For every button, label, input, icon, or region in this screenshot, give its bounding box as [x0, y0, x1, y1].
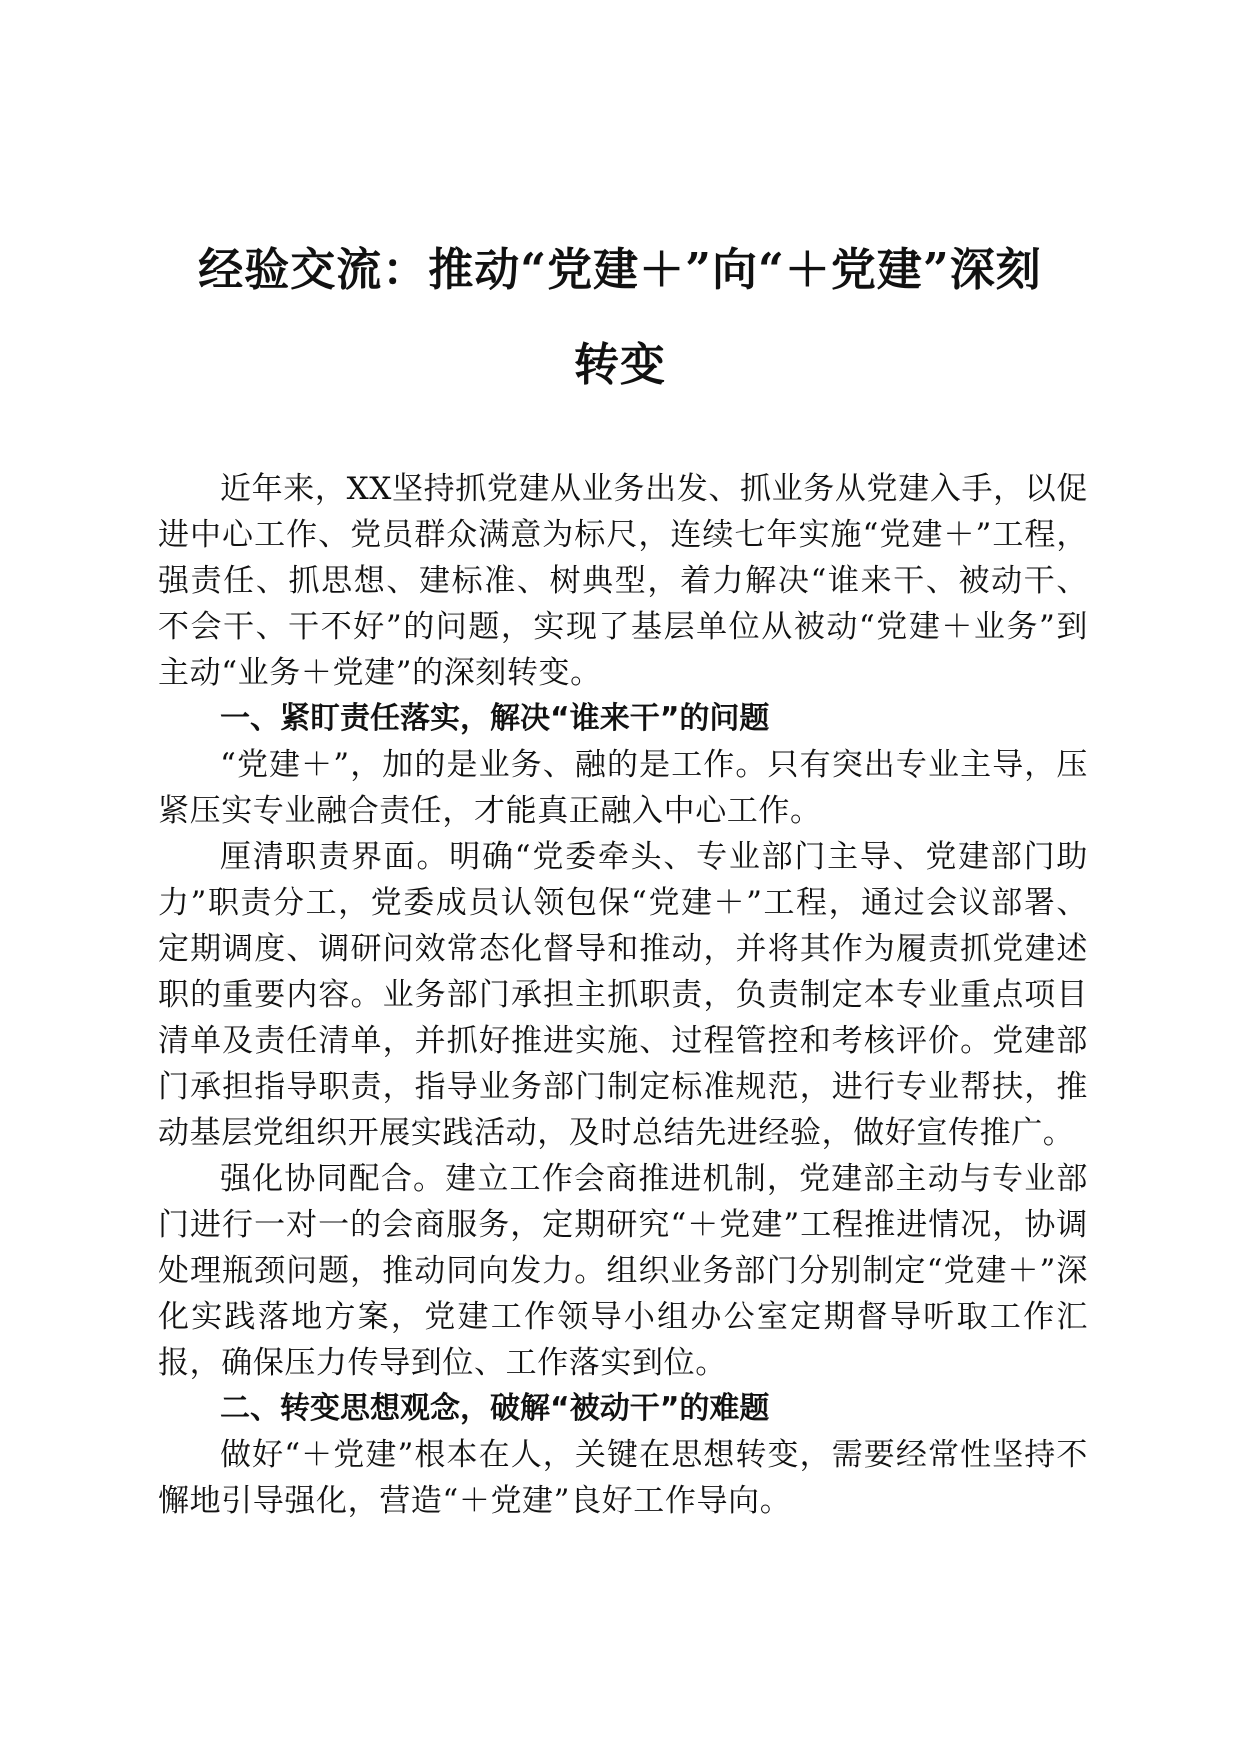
section-2-lead-paragraph: 做好“＋党建”根本在人，关键在思想转变，需要经常性坚持不懈地引导强化，营造“＋党建”良好工作导向。 — [158, 1437, 1088, 1519]
section-1-paragraph-coordination: 强化协同配合。建立工作会商推进机制，党建部主动与专业部门进行一对一的会商服务，定期研究“＋党建”工程推进情况，协调处理瓶颈问题，推动同向发力。组织业务部门分别制定“党建＋”深化实践落地方案，党建工作领导小组办公室定期督导听取工作汇报，确保压力传导到位、工作落实到位。 — [158, 1161, 1088, 1381]
section-2-heading: 二、转变思想观念，破解“被动干”的难题 — [220, 1391, 770, 1426]
section-1-lead-paragraph: “党建＋”，加的是业务、融的是工作。只有突出专业主导，压紧压实专业融合责任，才能真正融入中心工作。 — [158, 747, 1088, 829]
section-1-paragraph-responsibilities: 厘清职责界面。明确“党委牵头、专业部门主导、党建部门助力”职责分工，党委成员认领包保“党建＋”工程，通过会议部署、定期调度、调研问效常态化督导和推动，并将其作为履责抓党建述职的重要内容。业务部门承担主抓职责，负责制定本专业重点项目清单及责任清单，并抓好推进实施、过程管控和考核评价。党建部门承担指导职责，指导业务部门制定标准规范，进行专业帮扶，推动基层党组织开展实践活动，及时总结先进经验，做好宣传推广。 — [158, 839, 1088, 1151]
intro-paragraph: 近年来，XX坚持抓党建从业务出发、抓业务从党建入手，以促进中心工作、党员群众满意为标尺，连续七年实施“党建＋”工程，强责任、抓思想、建标准、树典型，着力解决“谁来干、被动干、不会干、干不好”的问题，实现了基层单位从被动“党建＋业务”到主动“业务＋党建”的深刻转变。 — [158, 471, 1088, 691]
document-title — [150, 222, 1090, 412]
title-line-2: 转变 — [573, 338, 666, 391]
section-1-heading: 一、紧盯责任落实，解决“谁来干”的问题 — [220, 701, 770, 736]
title-line-1: 经验交流：推动“党建＋”向“＋党建”深刻 — [198, 243, 1042, 296]
document-body — [158, 466, 1088, 1524]
